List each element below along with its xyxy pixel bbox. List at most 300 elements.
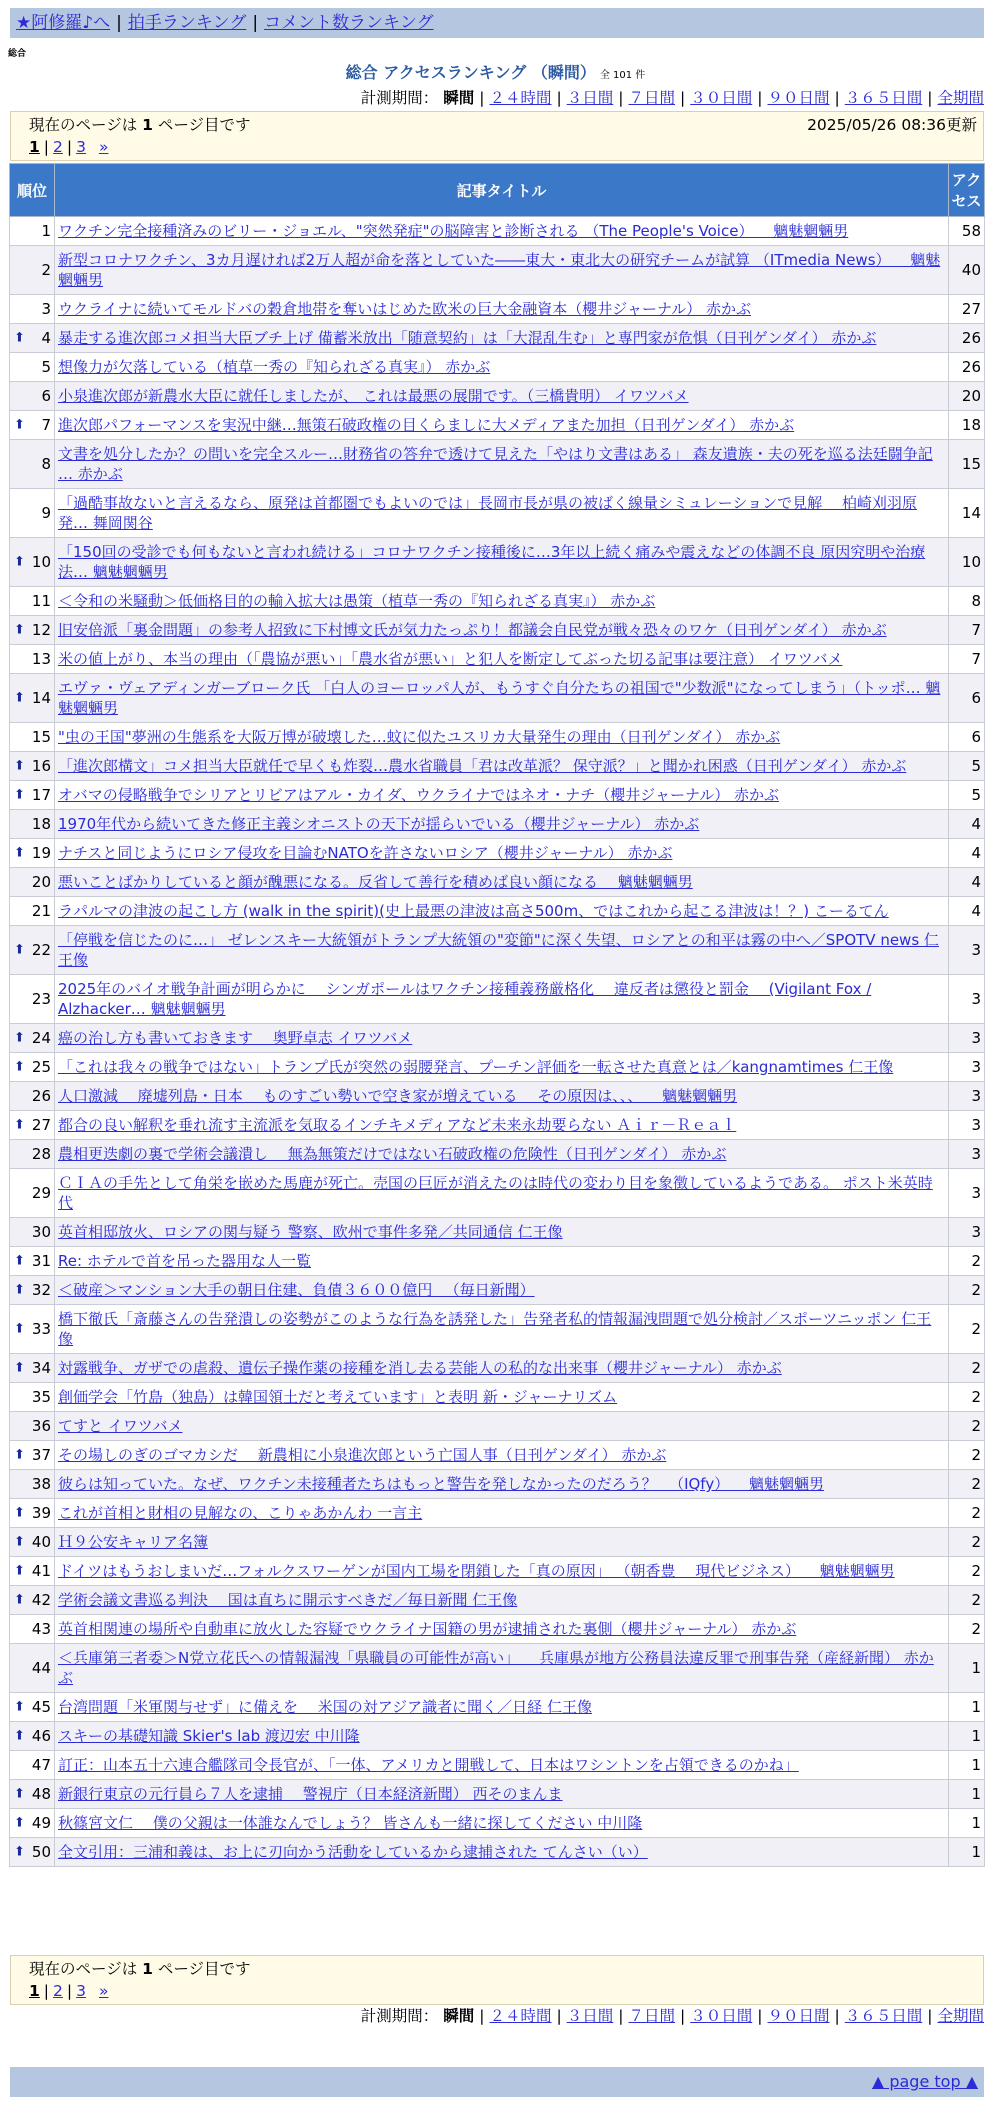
- rank-cell: [10, 723, 55, 752]
- rank-number: 50: [31, 1843, 51, 1861]
- table-row: [10, 1586, 985, 1615]
- period-separator: |: [757, 89, 763, 107]
- up-arrow-icon: ⬆: [14, 1534, 25, 1550]
- period-365d[interactable]: ３６５日間: [844, 89, 923, 107]
- table-row: [10, 1751, 985, 1780]
- article-title-link[interactable]: ワクチン完全接種済みのビリー・ジョエル、"突然発症"の脳障害と診断される （The People's Voice） 魑魅魍魎男: [58, 222, 849, 240]
- access-count: 2: [949, 1354, 985, 1383]
- period-separator: |: [680, 89, 686, 107]
- table-row: [10, 1053, 985, 1082]
- page-separator: |: [43, 1982, 50, 2000]
- access-count: 2: [949, 1528, 985, 1557]
- access-count: 58: [949, 217, 985, 246]
- table-row: [10, 674, 985, 723]
- period-3d[interactable]: ３日間: [566, 89, 614, 107]
- access-count: 1: [949, 1838, 985, 1867]
- title-cell: [55, 897, 949, 926]
- page-1-current: 1: [29, 1982, 40, 2000]
- article-title-link[interactable]: 農相更迭劇の裏で学術会議潰し 無為無策だけではない石破政権の危険性（日刊ゲンダイ） 赤かぶ: [58, 1145, 727, 1163]
- access-count: 1: [949, 1809, 985, 1838]
- table-row: [10, 1693, 985, 1722]
- up-arrow-icon: ⬆: [14, 1447, 25, 1463]
- title-cell: [55, 839, 949, 868]
- rank-number: 46: [31, 1727, 51, 1745]
- rank-number: 42: [31, 1591, 51, 1609]
- table-row: [10, 1305, 985, 1354]
- rank-number: 17: [31, 786, 51, 804]
- period-30d[interactable]: ３０日間: [690, 89, 753, 107]
- rank-cell: [10, 1354, 55, 1383]
- table-row: [10, 645, 985, 674]
- period-7d[interactable]: ７日間: [628, 2007, 675, 2025]
- article-title-link[interactable]: 学術会議文書巡る判決 国は直ちに開示すべきだ／毎日新聞 仁王像: [58, 1591, 518, 1609]
- period-label: 計測期間：: [360, 89, 439, 107]
- table-row: [10, 1169, 985, 1218]
- rank-cell: [10, 975, 55, 1024]
- rank-number: 40: [31, 1533, 51, 1551]
- rank-number: 15: [31, 728, 51, 746]
- title-cell: [55, 810, 949, 839]
- access-count: 2: [949, 1499, 985, 1528]
- article-title-link[interactable]: Ｈ９公安キャリア名簿: [58, 1533, 209, 1551]
- rank-cell: [10, 1218, 55, 1247]
- access-count: 3: [949, 926, 985, 975]
- article-title-link[interactable]: 進次郎パフォーマンスを実況中継…無策石破政権の目くらましに大メディアまた加担（日刊ゲンダイ） 赤かぶ: [58, 416, 795, 434]
- period-7d[interactable]: ７日間: [628, 89, 675, 107]
- access-count: 8: [949, 587, 985, 616]
- rank-cell: [10, 217, 55, 246]
- access-count: 3: [949, 1082, 985, 1111]
- period-365d[interactable]: ３６５日間: [844, 2007, 923, 2025]
- period-current: 瞬間: [443, 89, 475, 107]
- article-title-link[interactable]: 悪いことばかりしていると顔が醜悪になる。反省して善行を積めば良い顔になる 魑魅魍魎男: [58, 873, 693, 891]
- rank-number: 29: [31, 1184, 51, 1202]
- table-row: [10, 1024, 985, 1053]
- rank-number: 49: [31, 1814, 51, 1832]
- rank-number: 14: [31, 689, 51, 707]
- article-title-link[interactable]: 新銀行東京の元行員ら７人を逮捕 警視庁（日本経済新聞） 西そのまんま: [58, 1785, 563, 1803]
- article-title-link[interactable]: 「これは我々の戦争ではない」トランプ氏が突然の弱腰発言、プーチン評価を一転させた真意とは／kangnamtimes 仁王像: [58, 1058, 894, 1076]
- rank-cell: [10, 382, 55, 411]
- table-row: [10, 1838, 985, 1867]
- rank-number: 41: [31, 1562, 51, 1580]
- page-3-link[interactable]: 3: [76, 1982, 87, 2000]
- title-cell: [55, 1111, 949, 1140]
- title-cell: [55, 1751, 949, 1780]
- rank-cell: [10, 1557, 55, 1586]
- article-title-link[interactable]: これが首相と財相の見解なの、こりゃあかんわ 一言主: [58, 1504, 423, 1522]
- period-separator: |: [479, 89, 485, 107]
- rank-cell: [10, 1528, 55, 1557]
- table-row: [10, 1615, 985, 1644]
- access-count: 2: [949, 1247, 985, 1276]
- rank-number: 13: [31, 650, 51, 668]
- rank-number: 26: [31, 1087, 51, 1105]
- title-cell: [55, 781, 949, 810]
- article-title-link[interactable]: 橋下徹氏「斎藤さんの告発潰しの姿勢がこのような行為を誘発した」告発者私的情報漏洩問題で処分検討／スポーツニッポン 仁王像: [58, 1310, 932, 1348]
- table-row: [10, 723, 985, 752]
- table-row: [10, 975, 985, 1024]
- article-title-link[interactable]: その場しのぎのゴマカシだ 新農相に小泉進次郎という亡国人事（日刊ゲンダイ） 赤かぶ: [58, 1446, 667, 1464]
- top-nav-bar: [10, 8, 984, 38]
- period-separator: |: [618, 2007, 624, 2025]
- page-3-link[interactable]: 3: [76, 138, 87, 156]
- table-row: [10, 1499, 985, 1528]
- access-count: 1: [949, 1722, 985, 1751]
- access-count: 3: [949, 1218, 985, 1247]
- article-title-link[interactable]: 1970年代から続いてきた修正主義シオニストの天下が揺らいでいる（櫻井ジャーナル） 赤かぶ: [58, 815, 700, 833]
- rank-number: 38: [31, 1475, 51, 1493]
- paging-status-pre: 現在のページは: [29, 116, 143, 134]
- rank-number: 45: [31, 1698, 51, 1716]
- table-row: [10, 217, 985, 246]
- section-label: 総合: [8, 49, 27, 59]
- up-arrow-icon: ⬆: [14, 330, 25, 346]
- up-arrow-icon: ⬆: [14, 787, 25, 803]
- article-title-link[interactable]: 人口激減 廃墟列島・日本 ものすごい勢いで空き家が増えている その原因は、、、 魑魅魍魎男: [58, 1087, 738, 1105]
- title-cell: [55, 1441, 949, 1470]
- table-row: [10, 1644, 985, 1693]
- up-arrow-icon: ⬆: [14, 1282, 25, 1298]
- rank-cell: [10, 440, 55, 489]
- access-count: 1: [949, 1693, 985, 1722]
- table-row: [10, 1557, 985, 1586]
- article-title-link[interactable]: 想像力が欠落している（植草一秀の『知られざる真実』） 赤かぶ: [58, 358, 491, 376]
- access-count: 10: [949, 538, 985, 587]
- access-count: 2: [949, 1557, 985, 1586]
- rank-number: 43: [31, 1620, 51, 1638]
- rank-cell: [10, 781, 55, 810]
- nav-separator: |: [116, 13, 122, 33]
- title-cell: [55, 1169, 949, 1218]
- title-cell: [55, 324, 949, 353]
- ranking-table-body: [10, 217, 985, 1867]
- access-count: 3: [949, 1140, 985, 1169]
- period-90d[interactable]: ９０日間: [767, 89, 830, 107]
- access-count: 3: [949, 1111, 985, 1140]
- up-arrow-icon: ⬆: [14, 1786, 25, 1802]
- table-row: [10, 926, 985, 975]
- title-cell: [55, 1383, 949, 1412]
- title-cell: [55, 1305, 949, 1354]
- article-title-link[interactable]: ＜令和の米騒動＞低価格目的の輸入拡大は愚策（植草一秀の『知られざる真実』） 赤かぶ: [58, 592, 656, 610]
- access-count: 14: [949, 489, 985, 538]
- article-title-link[interactable]: 英首相関連の場所や自動車に放火した容疑でウクライナ国籍の男が逮捕された裏側（櫻井ジャーナル） 赤かぶ: [58, 1620, 797, 1638]
- up-arrow-icon: ⬆: [14, 1728, 25, 1744]
- rank-cell: [10, 1024, 55, 1053]
- rank-cell: [10, 1305, 55, 1354]
- access-count: 1: [949, 1780, 985, 1809]
- article-title-link[interactable]: 「進次郎構文」コメ担当大臣就任で早くも炸裂…農水省職員「君は改革派？ 保守派？」と聞かれ困惑（日刊ゲンダイ） 赤かぶ: [58, 757, 907, 775]
- period-30d[interactable]: ３０日間: [690, 2007, 753, 2025]
- table-row: [10, 489, 985, 538]
- rank-cell: [10, 810, 55, 839]
- access-count: 3: [949, 1169, 985, 1218]
- access-count: 4: [949, 897, 985, 926]
- rank-number: 33: [31, 1320, 51, 1338]
- title-cell: [55, 1247, 949, 1276]
- rank-number: 39: [31, 1504, 51, 1522]
- title-cell: [55, 1082, 949, 1111]
- table-row: [10, 1276, 985, 1305]
- table-row: [10, 324, 985, 353]
- rank-number: 37: [31, 1446, 51, 1464]
- article-title-link[interactable]: 新型コロナワクチン、3カ月遅ければ2万人超が命を落としていた――東大・東北大の研究チームが試算 （ITmedia News） 魑魅魍魎男: [58, 251, 941, 289]
- rank-number: 23: [31, 990, 51, 1008]
- article-title-link[interactable]: ドイツはもうおしまいだ…フォルクスワーゲンが国内工場を閉鎖した「真の原因」 （朝香豊 現代ビジネス） 魑魅魍魎男: [58, 1562, 895, 1580]
- article-title-link[interactable]: 創価学会「竹島（独島）は韓国領土だと考えています」と表明 新・ジャーナリズム: [58, 1388, 618, 1406]
- rank-number: 8: [41, 455, 51, 473]
- title-cell: [55, 353, 949, 382]
- title-cell: [55, 1693, 949, 1722]
- table-row: [10, 1412, 985, 1441]
- table-row: [10, 353, 985, 382]
- table-row: [10, 382, 985, 411]
- nav-link-applause-ranking[interactable]: 拍手ランキング: [127, 13, 247, 33]
- paging-status-post: ページ目です: [152, 1960, 251, 1978]
- access-count: 26: [949, 353, 985, 382]
- title-cell: [55, 1499, 949, 1528]
- rank-cell: [10, 295, 55, 324]
- paging-status-num: 1: [142, 1960, 153, 1978]
- article-title-link[interactable]: てすと イワツバメ: [58, 1417, 183, 1435]
- rank-cell: [10, 1140, 55, 1169]
- rank-cell: [10, 1053, 55, 1082]
- rank-number: 2: [41, 261, 51, 279]
- access-count: 2: [949, 1276, 985, 1305]
- rank-cell: [10, 1751, 55, 1780]
- access-count: 2: [949, 1383, 985, 1412]
- rank-number: 47: [31, 1756, 51, 1774]
- article-title-link[interactable]: 全文引用：三浦和義は、お上に刃向かう活動をしているから逮捕された てんさい（い）: [58, 1843, 648, 1861]
- article-title-link[interactable]: Re: ホテルで首を吊った器用な人一覧: [58, 1252, 312, 1270]
- table-row: [10, 1247, 985, 1276]
- rank-cell: [10, 1722, 55, 1751]
- rank-cell: [10, 1780, 55, 1809]
- page-top-link[interactable]: ▲ page top ▲: [871, 2072, 978, 2091]
- table-row: [10, 1528, 985, 1557]
- period-separator: |: [757, 2007, 763, 2025]
- period-separator: |: [834, 89, 840, 107]
- table-row: [10, 440, 985, 489]
- period-separator: |: [927, 89, 933, 107]
- table-row: [10, 1140, 985, 1169]
- title-cell: [55, 440, 949, 489]
- rank-cell: [10, 752, 55, 781]
- paging-status-num: 1: [142, 116, 153, 134]
- rank-cell: [10, 411, 55, 440]
- title-cell: [55, 1722, 949, 1751]
- article-title-link[interactable]: 2025年のバイオ戦争計画が明らかに シンガポールはワクチン接種義務厳格化 違反者は懲役と罰金 (Vigilant Fox / Alzhacker… 魑魅魍魎男: [58, 980, 872, 1018]
- period-separator: |: [834, 2007, 840, 2025]
- rank-cell: [10, 587, 55, 616]
- article-title-link[interactable]: 「150回の受診でも何もないと言われ続ける」コロナワクチン接種後に…3年以上続く痛みや震えなどの体調不良 原因究明や治療法… 魑魅魍魎男: [58, 543, 926, 581]
- article-title-link[interactable]: 対露戦争、ガザでの虐殺、遺伝子操作薬の接種を消し去る芸能人の私的な出来事（櫻井ジャーナル） 赤かぶ: [58, 1359, 782, 1377]
- page-next-link[interactable]: »: [98, 138, 109, 156]
- table-row: [10, 752, 985, 781]
- table-row: [10, 868, 985, 897]
- rank-cell: [10, 1470, 55, 1499]
- article-title-link[interactable]: "虫の王国"夢洲の生態系を大阪万博が破壊した…蚊に似たユスリカ大量発生の理由（日刊ゲンダイ） 赤かぶ: [58, 728, 781, 746]
- period-3d[interactable]: ３日間: [566, 2007, 614, 2025]
- period-separator: |: [479, 2007, 485, 2025]
- rank-number: 27: [31, 1116, 51, 1134]
- access-count: 2: [949, 1305, 985, 1354]
- article-title-link[interactable]: 米の値上がり、本当の理由（「農協が悪い」「農水省が悪い」と犯人を断定してぶった切る記事は要注意） イワツバメ: [58, 650, 843, 668]
- rank-cell: [10, 246, 55, 295]
- up-arrow-icon: ⬆: [14, 1059, 25, 1075]
- article-title-link[interactable]: 彼らは知っていた。なぜ、ワクチン未接種者たちはもっと警告を発しなかったのだろう？ （IQfy） 魑魅魍魎男: [58, 1475, 824, 1493]
- title-cell: [55, 645, 949, 674]
- updated-timestamp: 2025/05/26 08:36更新: [807, 116, 977, 134]
- title-cell: [55, 217, 949, 246]
- table-row: [10, 1383, 985, 1412]
- article-title-link[interactable]: 小泉進次郎が新農水大臣に就任しましたが、 これは最悪の展開です。（三橋貴明） イワツバメ: [58, 387, 689, 405]
- article-title-link[interactable]: 「停戦を信じたのに…」 ゼレンスキー大統領がトランプ大統領の"変節"に深く失望、ロシアとの和平は霧の中へ／SPOTV news 仁王像: [58, 931, 939, 969]
- period-separator: |: [556, 89, 562, 107]
- article-title-link[interactable]: 癌の治し方も書いておきます 奥野卓志 イワツバメ: [58, 1029, 413, 1047]
- page-separator: [86, 1982, 99, 2000]
- article-title-link[interactable]: 台湾問題「米軍関与せず」に備えを 米国の対アジア識者に聞く／日経 仁王像: [58, 1698, 592, 1716]
- article-title-link[interactable]: ＜破産＞マンション大手の朝日住建、負債３６００億円 （毎日新聞）: [58, 1281, 535, 1299]
- rank-number: 19: [31, 844, 51, 862]
- paging-status: [29, 1958, 965, 1980]
- table-row: [10, 1470, 985, 1499]
- paging-box-top: [10, 111, 984, 161]
- table-row: [10, 839, 985, 868]
- article-title-link[interactable]: ＜兵庫第三者委＞N党立花氏への情報漏洩「県職員の可能性が高い」 兵庫県が地方公務員法違反罪で刑事告発（産経新聞） 赤かぶ: [58, 1649, 934, 1687]
- up-arrow-icon: ⬆: [14, 1505, 25, 1521]
- article-title-link[interactable]: 「過酷事故ないと言えるなら、原発は首都圏でもよいのでは」長岡市長が県の被ばく線量シミュレーションで見解 柏崎刈羽原発… 舞岡関谷: [58, 494, 917, 532]
- rank-number: 24: [31, 1029, 51, 1047]
- title-cell: [55, 489, 949, 538]
- rank-number: 32: [31, 1281, 51, 1299]
- rank-cell: [10, 1499, 55, 1528]
- rank-cell: [10, 1111, 55, 1140]
- article-title-link[interactable]: ウクライナに続いてモルドバの穀倉地帯を奪いはじめた欧米の巨大金融資本（櫻井ジャーナル） 赤かぶ: [58, 300, 751, 318]
- rank-cell: [10, 1693, 55, 1722]
- page-title: [0, 62, 991, 87]
- pagination: [29, 136, 965, 158]
- article-title-link[interactable]: 都合の良い解釈を垂れ流す主流派を気取るインチキメディアなど未来永劫要らない Ａｉｒ－Ｒｅａｌ: [58, 1116, 737, 1134]
- article-title-link[interactable]: 文書を処分したか？の問いを完全スルー…財務省の答弁で透けて見えた「やはり文書はある」 森友遺族・夫の死を巡る法廷闘争記 … 赤かぶ: [58, 445, 933, 483]
- article-title-link[interactable]: ナチスと同じようにロシア侵攻を目論むNATOを許さないロシア（櫻井ジャーナル） 赤かぶ: [58, 844, 673, 862]
- rank-number: 30: [31, 1223, 51, 1241]
- article-title-link[interactable]: 暴走する進次郎コメ担当大臣ブチ上げ 備蓄米放出「随意契約」は「大混乱生む」と専門家が危惧（日刊ゲンダイ） 赤かぶ: [58, 329, 877, 347]
- article-title-link[interactable]: 秋篠宮文仁 僕の父親は一体誰なんでしょう？ 皆さんも一緒に探してください 中川隆: [58, 1814, 643, 1832]
- table-row: [10, 538, 985, 587]
- table-row: [10, 1218, 985, 1247]
- title-cell: [55, 1053, 949, 1082]
- article-title-link[interactable]: 英首相邸放火、ロシアの関与疑う 警察、欧州で事件多発／共同通信 仁王像: [58, 1223, 563, 1241]
- article-title-link[interactable]: スキーの基礎知識 Skier's lab 渡辺宏 中川隆: [58, 1727, 360, 1745]
- rank-cell: [10, 645, 55, 674]
- up-arrow-icon: ⬆: [14, 1563, 25, 1579]
- rank-number: 21: [31, 902, 51, 920]
- title-cell: [55, 1024, 949, 1053]
- article-title-link[interactable]: 旧安倍派「裏金問題」の参考人招致に下村博文氏が気力たっぷり！都議会自民党が戦々恐々のワケ（日刊ゲンダイ） 赤かぶ: [58, 621, 887, 639]
- table-row: [10, 246, 985, 295]
- rank-cell: [10, 1441, 55, 1470]
- title-cell: [55, 411, 949, 440]
- rank-number: 1: [41, 222, 51, 240]
- table-row: [10, 1809, 985, 1838]
- rank-number: 11: [31, 592, 51, 610]
- rank-number: 7: [41, 416, 51, 434]
- up-arrow-icon: ⬆: [14, 758, 25, 774]
- up-arrow-icon: ⬆: [14, 1592, 25, 1608]
- table-row: [10, 295, 985, 324]
- table-row: [10, 1354, 985, 1383]
- header-access: アクセス: [949, 164, 985, 217]
- period-selector-bottom: [361, 2006, 984, 2026]
- access-count: 2: [949, 1615, 985, 1644]
- period-all[interactable]: 全期間: [937, 89, 984, 107]
- title-cell: [55, 1470, 949, 1499]
- access-count: 4: [949, 810, 985, 839]
- access-count: 4: [949, 868, 985, 897]
- rank-cell: [10, 489, 55, 538]
- period-90d[interactable]: ９０日間: [767, 2007, 830, 2025]
- up-arrow-icon: ⬆: [14, 1117, 25, 1133]
- page-next-link[interactable]: »: [98, 1982, 109, 2000]
- rank-cell: [10, 616, 55, 645]
- title-cell: [55, 1644, 949, 1693]
- title-cell: [55, 752, 949, 781]
- title-cell: [55, 1354, 949, 1383]
- rank-cell: [10, 1169, 55, 1218]
- article-title-link[interactable]: ラパルマの津波の起こし方 (walk in the spirit)(史上最悪の津波は高さ500m、ではこれから起こる津波は！？) こーるてん: [58, 902, 889, 920]
- rank-number: 12: [31, 621, 51, 639]
- access-count: 26: [949, 324, 985, 353]
- title-cell: [55, 382, 949, 411]
- rank-cell: [10, 1838, 55, 1867]
- rank-number: 22: [31, 941, 51, 959]
- access-count: 3: [949, 1053, 985, 1082]
- rank-number: 44: [31, 1659, 51, 1677]
- up-arrow-icon: ⬆: [14, 622, 25, 638]
- table-row: [10, 1780, 985, 1809]
- nav-link-comment-ranking[interactable]: コメント数ランキング: [264, 13, 434, 33]
- access-count: 7: [949, 645, 985, 674]
- up-arrow-icon: ⬆: [14, 690, 25, 706]
- article-title-link[interactable]: エヴァ・ヴェアディンガーブローク氏 「白人のヨーロッパ人が、もうすぐ自分たちの祖国で"少数派"になってしまう」（トッポ… 魑魅魍魎男: [58, 679, 941, 717]
- article-title-link[interactable]: オバマの侵略戦争でシリアとリビアはアル・カイダ、ウクライナではネオ・ナチ（櫻井ジャーナル） 赤かぶ: [58, 786, 780, 804]
- access-count: 4: [949, 839, 985, 868]
- period-all[interactable]: 全期間: [937, 2007, 984, 2025]
- up-arrow-icon: ⬆: [14, 1321, 25, 1337]
- table-row: [10, 781, 985, 810]
- rank-cell: [10, 1809, 55, 1838]
- up-arrow-icon: ⬆: [14, 1030, 25, 1046]
- title-cell: [55, 1557, 949, 1586]
- period-separator: |: [927, 2007, 933, 2025]
- period-24h[interactable]: ２４時間: [489, 2007, 552, 2025]
- rank-number: 5: [41, 358, 51, 376]
- access-count: 6: [949, 674, 985, 723]
- rank-number: 18: [31, 815, 51, 833]
- article-title-link[interactable]: ＣＩＡの手先として角栄を嵌めた馬鹿が死亡。売国の巨匠が消えたのは時代の変わり目を象徴しているようである。 ポスト米英時代: [58, 1174, 933, 1212]
- page-2-link[interactable]: 2: [53, 1982, 63, 2000]
- article-title-link[interactable]: 訂正：山本五十六連合艦隊司令長官が、「一体、アメリカと開戦して、日本はワシントンを占領できるのかね」: [58, 1756, 799, 1774]
- period-24h[interactable]: ２４時間: [489, 89, 552, 107]
- nav-link-asyura[interactable]: ★阿修羅♪へ: [16, 13, 111, 33]
- page-2-link[interactable]: 2: [53, 138, 63, 156]
- table-row: [10, 1111, 985, 1140]
- rank-cell: [10, 1412, 55, 1441]
- table-row: [10, 897, 985, 926]
- title-cell: [55, 587, 949, 616]
